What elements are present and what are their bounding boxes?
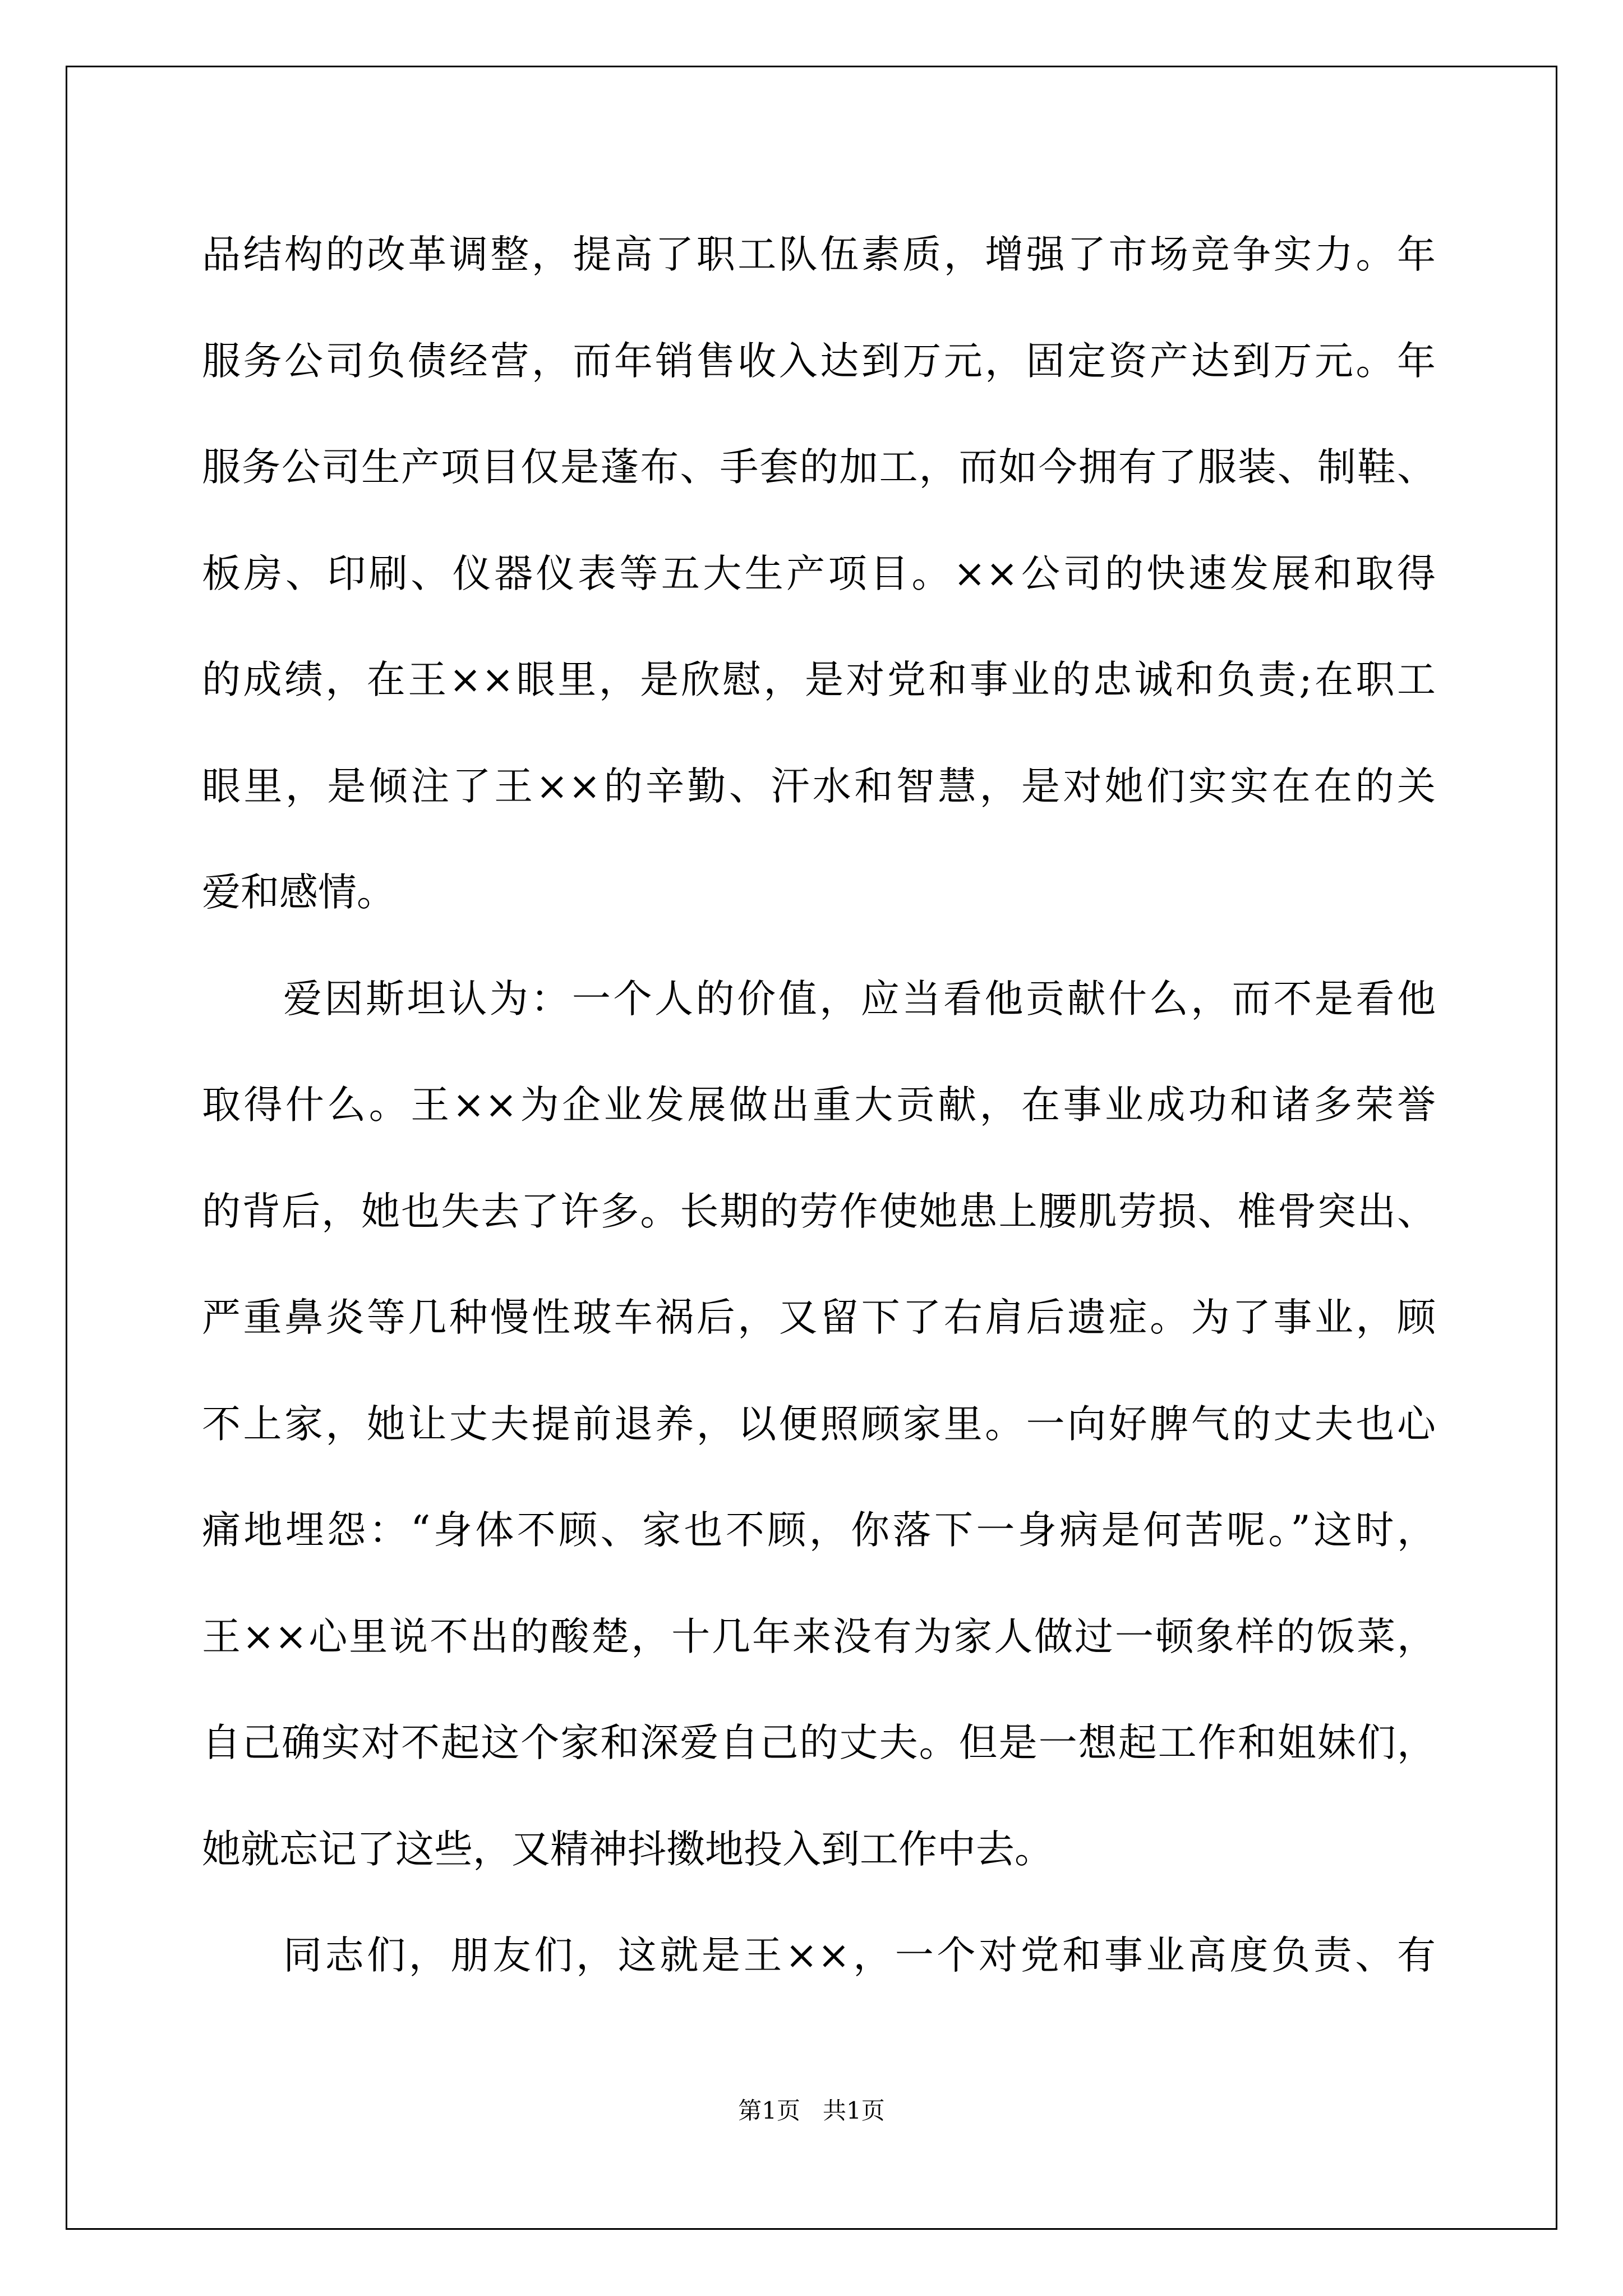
text-line: 严重鼻炎等几种慢性玻车祸后，又留下了右肩后遗症。为了事业，顾 [202, 1295, 1436, 1340]
text-line: 服务公司负债经营，而年销售收入达到万元，固定资产达到万元。年 [202, 338, 1436, 384]
page-number: 第1页 [738, 2097, 800, 2124]
text-line: 的成绩，在王××眼里，是欣慰，是对党和事业的忠诚和负责;在职工 [202, 657, 1436, 702]
text-line: 的背后，她也失去了许多。长期的劳作使她患上腰肌劳损、椎骨突出、 [202, 1189, 1436, 1234]
text-line: 眼里，是倾注了王××的辛勤、汗水和智慧，是对她们实实在在的关 [202, 763, 1436, 809]
text-line: 服务公司生产项目仅是蓬布、手套的加工，而如今拥有了服装、制鞋、 [202, 445, 1436, 490]
text-line: 爱和感情。 [202, 870, 395, 915]
document-body [202, 202, 1436, 2009]
text-line: 她就忘记了这些，又精神抖擞地投入到工作中去。 [202, 1826, 1053, 1872]
text-line: 不上家，她让丈夫提前退养，以便照顾家里。一向好脾气的丈夫也心 [202, 1401, 1436, 1447]
paragraph-first-line: 同志们，朋友们，这就是王××，一个对党和事业高度负责、有 [283, 1933, 1436, 1978]
text-line: 自己确实对不起这个家和深爱自己的丈夫。但是一想起工作和姐妹们， [202, 1720, 1436, 1765]
text-line: 痛地埋怨：“身体不顾、家也不顾，你落下一身病是何苦呢。”这时， [202, 1508, 1436, 1553]
text-line: 板房、印刷、仪器仪表等五大生产项目。××公司的快速发展和取得 [202, 551, 1436, 596]
paragraph-first-line: 爱因斯坦认为：一个人的价值，应当看他贡献什么，而不是看他 [283, 976, 1436, 1022]
text-line: 取得什么。王××为企业发展做出重大贡献，在事业成功和诸多荣誉 [202, 1083, 1436, 1128]
page-footer [0, 2092, 1623, 2126]
page-total: 共1页 [823, 2097, 885, 2124]
text-line: 品结构的改革调整，提高了职工队伍素质，增强了市场竞争实力。年 [202, 232, 1436, 277]
text-line: 王××心里说不出的酸楚，十几年来没有为家人做过一顿象样的饭菜， [202, 1614, 1436, 1659]
